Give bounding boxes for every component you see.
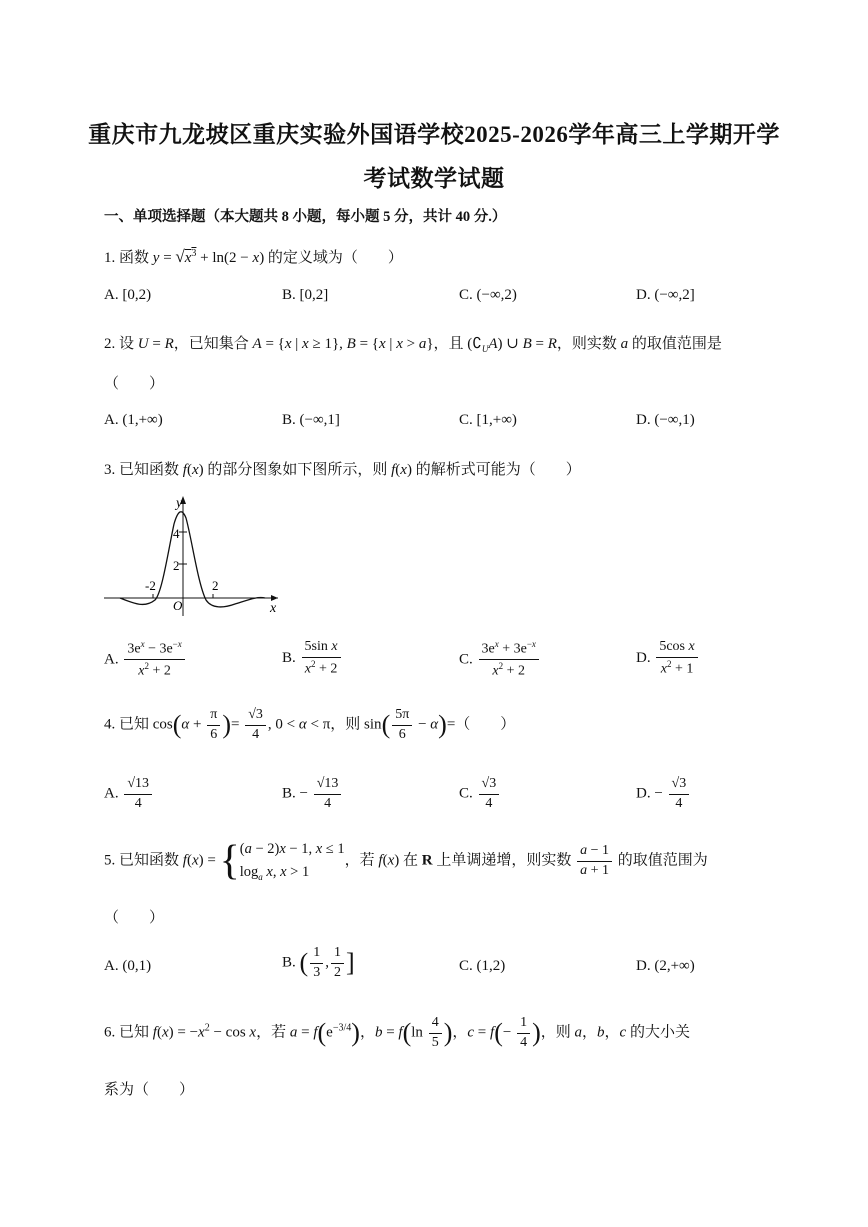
q4-option-b[interactable]: B. − $\frac{√13}{4}$: [282, 777, 343, 811]
question-5: 5. 已知函数 f(x) = {(a − 2)x − 1, x ≤ 1 $\log_a x$, x > 1，若 f(x) 在 R 上单调递增，则实数 $\frac{a - 1}{a + 1}$ 的取值范围为: [104, 838, 708, 885]
x-axis-label: x: [270, 601, 277, 616]
question-2: 2. 设 U = R，已知集合 A = {x | x ≥ 1}, B = {x | x > a}，且 $(∁_UA)$ ∪ B = R，则实数 a 的取值范围是: [104, 336, 722, 354]
tick-label-xneg2: -2: [145, 578, 156, 593]
q4-option-a[interactable]: A. $\frac{√13}{4}$: [104, 777, 154, 811]
tick-label-x2: 2: [212, 578, 219, 593]
origin-label: O: [173, 598, 183, 613]
q2-option-c[interactable]: C. [1,+∞): [459, 412, 517, 428]
q4-option-d[interactable]: D. − $\frac{√3}{4}$: [636, 777, 691, 811]
q5-option-a[interactable]: A. (0,1): [104, 958, 152, 974]
q3-option-c[interactable]: C. $\frac{3e^x + 3e^{-x}}{x^2 + 2}$: [459, 640, 541, 680]
q3-option-a[interactable]: A. $\frac{3e^x - 3e^{-x}}{x^2 + 2}$: [104, 640, 187, 680]
q4-option-c[interactable]: C. $\frac{√3}{4}$: [459, 777, 501, 811]
question-1: 1. 函数 $y = √x^3 + \ln(2 - x)$ 的定义域为（ ）: [104, 247, 403, 266]
q5-option-c[interactable]: C. (1,2): [459, 958, 506, 974]
q1-option-a[interactable]: A. [0,2): [104, 287, 152, 303]
y-axis-label: y: [176, 496, 183, 511]
question-6: 6. 已知 $f(x) = -x^2 - \cos x$，若 $a = f(e^{-3/4})$，b = f(ln $\frac{4}{5}$ )，c = f(− $\frac{1}{4}$ )，则 a，b，c 的大小关: [104, 1015, 690, 1050]
q1-option-b[interactable]: B. [0,2]: [282, 287, 329, 303]
question-4: 4. 已知 cos(α + $\frac{\pi}{6}$ )= $\frac{√3}{4}$ , 0 < α < π，则 sin( $\frac{5\pi}{6}$ − α)=（ ）: [104, 707, 516, 742]
question-2-paren: （ ）: [104, 376, 165, 392]
section-heading: 一、单项选择题（本大题共 8 小题，每小题 5 分，共计 40 分.）: [104, 209, 507, 225]
exam-title-line2: 考试数学试题: [363, 166, 505, 191]
function-graph: [100, 492, 285, 622]
q5-option-b[interactable]: B. ( $\frac{1}{3}$ , $\frac{1}{2}$ ]: [282, 945, 355, 980]
q2-option-a[interactable]: A. (1,+∞): [104, 412, 163, 428]
q2-option-d[interactable]: D. (−∞,1): [636, 412, 695, 428]
question-5-paren: （ ）: [104, 910, 165, 926]
q3-option-b[interactable]: B. $\frac{\text{5sin x}}{x^2 + 2}$: [282, 640, 343, 677]
question-6-cont: 系为（ ）: [104, 1082, 195, 1098]
q3-option-d[interactable]: D. $\frac{\text{5cos x}}{x^2 + 1}$: [636, 640, 700, 677]
q1-option-d[interactable]: D. (−∞,2]: [636, 287, 695, 303]
exam-title-line1: 重庆市九龙坡区重庆实验外国语学校2025-2026学年高三上学期开学: [88, 122, 780, 147]
tick-label-y2: 2: [173, 558, 180, 573]
tick-label-y4: 4: [173, 526, 180, 541]
q1-option-c[interactable]: C. (−∞,2): [459, 287, 517, 303]
q5-option-d[interactable]: D. (2,+∞): [636, 958, 695, 974]
question-3: 3. 已知函数 f(x) 的部分图象如下图所示，则 f(x) 的解析式可能为（ ）: [104, 462, 581, 478]
function-curve: [120, 512, 265, 607]
q2-option-b[interactable]: B. (−∞,1]: [282, 412, 340, 428]
